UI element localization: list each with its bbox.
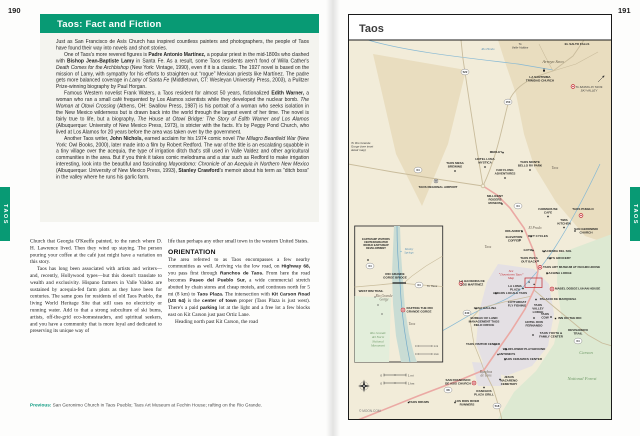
poi-dot xyxy=(535,299,536,300)
map-label: LA HACIENDA DE LOS MARTINEZ xyxy=(459,279,485,287)
previous-caption xyxy=(30,402,320,422)
poi-dot xyxy=(532,334,533,335)
map-label: HOTEL DON FERNANDO xyxy=(525,320,543,328)
map-label: TAOS MONTE BELLO RV PARK xyxy=(517,160,543,168)
poi-dot xyxy=(533,317,534,318)
map-label: Arroyo Seco xyxy=(542,59,564,64)
map-label: SAN FRANCISCO DE ASIS CHURCH xyxy=(445,378,471,386)
map-label: Ranchos de Taos xyxy=(479,370,493,378)
map-label: ORLANDO'S xyxy=(505,229,523,233)
poi-dot xyxy=(550,316,551,317)
map-label: SAN GERONIMO CHURCH xyxy=(574,227,598,235)
map-label: GUTIZ xyxy=(523,248,533,252)
paragraph: One of Taos's more revered figures is Padre Antonio Martínez, a popular priest in the mid-1800s who clashed with Bishop Jean-Baptiste Lamy in Santa Fe. As a result, some Taos residents aren't fond of Willa Cather's Death Comes for the Archbishop (New York: Vintage, 1990), even if it is a classic. The 1927 novel is based on the mission of Lamy, with sympathy for his efforts to straighten out “rogue” Mexican priests like Martínez. The padre gets more balanced coverage in Lamy of Santa Fe (Middletown, CT: Wesleyan University Press, 2003), a Pulitzer Prize-winning biography by Paul Horgan. xyxy=(56,51,309,90)
map-label: Taos xyxy=(408,322,416,326)
map-label: EL SALTO FALLS xyxy=(564,42,590,46)
paragraph: life than perhaps any other small town in the western United States. xyxy=(168,238,309,244)
svg-text:68: 68 xyxy=(446,388,450,393)
feature-box-header xyxy=(40,14,319,33)
map-label: 0 xyxy=(380,373,382,378)
map-label: ELEVATION COFFEE xyxy=(505,235,523,243)
paragraph: Just as San Francisco de Asís Church has inspired countless painters and photographers, the people of Taos have found their way into novels and short stories. xyxy=(56,39,309,51)
map-label: Taos xyxy=(484,245,492,249)
map-label: Manby Springs xyxy=(404,247,414,255)
map-label: WILDFLOWER PLAYGROUND xyxy=(502,347,546,351)
paragraph: The area referred to as Taos encompasses a few nearby communities as well. Arriving via the low road, on Highway 68, you pass first through Ranchos de Taos. From here the road becomes Paseo del Pueblo Sur, a wide commercial stretch abutted by chain stores and cheap motels, and continues north for 5 mi (8 km) to Taos Plaza. The intersection with Kit Carson Road (US 64) is the center of town proper (Taos Plaza is just west). There's a paid parking lot at the light and a free lot a few blocks east on Kit Carson just past Ortiz Lane. xyxy=(168,256,310,318)
poi-dot xyxy=(522,288,523,289)
map-label: RIFT CYCLES xyxy=(528,234,548,238)
map-label: TAOS COW xyxy=(540,312,550,320)
map-label: RAFTING THE RIO GRANDE GORGE xyxy=(406,306,433,314)
map-label: DEVISADERO TRAIL xyxy=(568,328,588,336)
map-label: ANTONIO'S xyxy=(498,352,516,356)
poi-dot xyxy=(529,169,530,170)
poi-dot xyxy=(483,387,484,388)
map-label: RANCHOS PLAZA GRILL xyxy=(474,389,494,397)
map-label: National Forest xyxy=(567,376,597,381)
map-label: 1 km xyxy=(433,353,439,356)
map-label: 1 mi xyxy=(433,345,439,348)
map-label: 1 mi xyxy=(408,373,414,378)
map-label: TAOS VISITOR CENTER xyxy=(465,342,501,346)
column-left xyxy=(30,238,162,400)
map-label: Rio Grande Gorge xyxy=(375,294,393,302)
svg-text:64: 64 xyxy=(417,283,421,288)
map-label: 0 xyxy=(415,353,417,356)
previous-label: Previous: xyxy=(30,402,52,408)
map-label: TAOS DRUMS xyxy=(409,400,429,404)
orientation-heading: ORIENTATION xyxy=(168,247,216,256)
taos-side-tab-right xyxy=(630,187,640,241)
map-label: CASA GALLINA xyxy=(473,306,497,310)
map-label: JESUS NAZARENO CEMETERY xyxy=(500,375,518,386)
map-label: CID'S GROCERY xyxy=(547,256,571,260)
paragraph: Heading north past Kit Carson, the road xyxy=(175,318,258,325)
poi-dot xyxy=(454,170,455,171)
map-label: CUTTHROAT FLY FISHING xyxy=(507,300,527,308)
map-label: LA LOMA PLAZA xyxy=(508,284,522,292)
column-right xyxy=(168,238,310,404)
map-label: TAOS ART MUSEUM AT FECHIN HOUSE xyxy=(543,265,601,269)
map-label: HACIENDA DEL SOL xyxy=(542,249,572,253)
map-label: Rio Hondo xyxy=(481,47,495,51)
roundabout xyxy=(481,184,485,188)
svg-text:64: 64 xyxy=(368,264,372,269)
map-label: MABEL DODGE LUHAN HOUSE xyxy=(555,286,601,291)
svg-text:240: 240 xyxy=(464,311,470,316)
map-label: LA SANTISIMA TRINIDAD CHURCH xyxy=(525,75,555,83)
map-label: AMIGOS LOCALE TAOS xyxy=(492,291,528,295)
map-label: To SKIING IN TAOS SKI VALLEY xyxy=(575,85,603,93)
map-label: 1 km xyxy=(408,381,415,386)
map-label: MEDLEY xyxy=(489,150,503,154)
map-label: BUREAU OF LAND MANAGEMENT TAOS FIELD OFFICE xyxy=(468,316,500,327)
svg-text:150: 150 xyxy=(505,100,511,105)
map-label: Carson xyxy=(579,350,593,355)
page-number-left: 190 xyxy=(8,6,21,15)
map-label: TAOS VALLEY LODGE xyxy=(532,303,544,314)
map-label: PALACIO DE MARQUESA xyxy=(539,297,577,301)
map-label: HOTEL LUNA MYSTICA xyxy=(475,157,495,165)
spring-dot xyxy=(400,251,401,252)
svg-text:64: 64 xyxy=(576,339,580,344)
paragraph: Church that Georgia O'Keeffe painted, to the ranch where D. H. Lawrence lived. Then they wind up staying. The person pouring your coffee at the café just might have a variation on this story. xyxy=(30,238,162,265)
map-title: Taos xyxy=(359,23,384,35)
map-label: KACHINA LODGE xyxy=(546,271,572,275)
map-header xyxy=(348,14,612,40)
previous-text: San Geronimo Church in Taos Pueblo; Taos Art Museum at Fechin House; rafting on the Rio Grande. xyxy=(51,402,262,408)
map-label: Taos xyxy=(551,166,559,170)
taos-map xyxy=(348,14,612,420)
paragraph: Taos has long been associated with artists and writers—and, recently, Hollywood types—but this doesn't translate to wealth and exclusivity. Hispano farmers in Valle Valdez are sustained by acequia-fed farm plots as they have been for centuries. The same goes for residents of old Taos Pueblo, the living World Heritage Site that still uses no electricity or running water. Add to that a strong subculture of ski bums, artists, off-the-grid eco-homesteaders, and spiritual seekers, and you have a community that is more loyal and dedicated to preserving its unique way of xyxy=(30,266,162,334)
map-label: INN ON THE RIO xyxy=(558,316,582,320)
map-label: 0 xyxy=(415,345,417,348)
map-label: WEST RIM TRAIL xyxy=(358,289,384,293)
map-label: See “Downtown Taos” Map xyxy=(498,269,524,280)
poi-dot xyxy=(537,260,538,261)
map-label: To Valle Valdez xyxy=(511,42,529,50)
feature-box xyxy=(40,14,319,222)
map-label: FAR FLUNG ADVENTURES xyxy=(494,168,516,176)
poi-dot xyxy=(532,250,533,251)
taos-side-tab-left xyxy=(0,187,10,241)
poi-dot xyxy=(504,177,505,178)
map-label: TAOS REGIONAL AIRPORT xyxy=(418,185,458,189)
svg-text:522: 522 xyxy=(462,70,468,75)
page-number-right: 191 xyxy=(618,6,631,15)
map-label: TAOS PUEBLO xyxy=(572,207,594,211)
paragraph: Famous Western novelist Frank Waters, a Taos resident for almost 50 years, fictionalized Edith Warner, a woman who ran a small café frequented by Los Alamos scientists while they developed the nuclear bomb. The Woman at Otowi Crossing (Athens, OH: Swallow Press, 1987) is his portrait of a woman who seeks isolation in the New Mexico wilderness but is drawn back into the world through the largest event of her time. The novel is fairly true to life, but a biography, The House at Otowi Bridge: The Story of Edith Warner and Los Alamos (Albuquerque: University of New Mexico Press, 1973), is stricter with the facts. It's by Peggy Pond Church, who lived at Los Alamos for 20 years before the area was taken over by the government. xyxy=(56,90,309,135)
map-label: 0 xyxy=(380,381,382,386)
map-label: TAOS PIZZA OUT BACK xyxy=(520,256,538,264)
map-label: EARTHSHIP VISITORS CENTER/GREATER WORLD EARTHSHIP DEVELOPMENT xyxy=(362,238,390,250)
map-label: TIWA KITCHEN xyxy=(557,218,571,226)
feature-box-title: Taos: Fact and Fiction xyxy=(57,18,162,30)
poi-dot xyxy=(502,152,503,153)
map-label: LOS RIOS RIVER RUNNERS xyxy=(454,399,480,407)
svg-text:64: 64 xyxy=(416,168,420,173)
map-label: © MOON.COM xyxy=(359,409,381,413)
svg-text:64: 64 xyxy=(516,204,520,209)
feature-box-body xyxy=(56,39,309,181)
paragraph: Another Taos writer, John Nichols, earned acclaim for his 1974 comic novel The Milagro Beanfield War (New York: Owl Books, 2000), later made into a film by Robert Redford. The war of the title is an escalating squabble in a tiny village over the acequia, the type of irrigation ditch that's still used in Valle Valdez and other agricultural communities in the area. But if you think it takes comic melodrama and a star such as Redford to make irrigation interesting, look into the beautiful and fascinating Mayordomo: Chronicle of an Acequia in Northern New Mexico (Albuquerque: University of New Mexico Press, 1993), Stanley Crawford's memoir about his term as “ditch boss” in the valley where he runs his garlic farm. xyxy=(56,135,309,181)
airport-icon xyxy=(434,179,438,183)
map-label: TAOS CERAMICS CENTER xyxy=(503,357,543,361)
map-label: El Prado xyxy=(528,226,542,230)
map-label: MILLICENT ROGERS MUSEUM xyxy=(487,194,503,205)
svg-text:518: 518 xyxy=(494,404,500,409)
poi-dot xyxy=(563,227,564,228)
map-label: FARMHOUSE CAFE xyxy=(538,207,558,215)
poi-dot xyxy=(555,318,556,319)
map-label: To Taos xyxy=(426,284,438,288)
poi-dot xyxy=(547,216,548,217)
poi-dot xyxy=(484,166,485,167)
map-label: TAOS MESA BREWING xyxy=(446,161,464,169)
side-tab-label: TAOS xyxy=(632,203,638,225)
side-tab-label: TAOS xyxy=(2,203,8,225)
page-gutter xyxy=(326,0,340,436)
poi-dot xyxy=(367,259,368,260)
map-label: TAOS YOUTH & FAMILY CENTER xyxy=(539,331,563,339)
map-label: RIO GRANDE GORGE BRIDGE xyxy=(383,272,407,280)
map-label: Rio Grande del Norte National Monument xyxy=(370,331,386,348)
map-label: To Rio Grande Gorge (see inset detail map) xyxy=(351,141,374,152)
